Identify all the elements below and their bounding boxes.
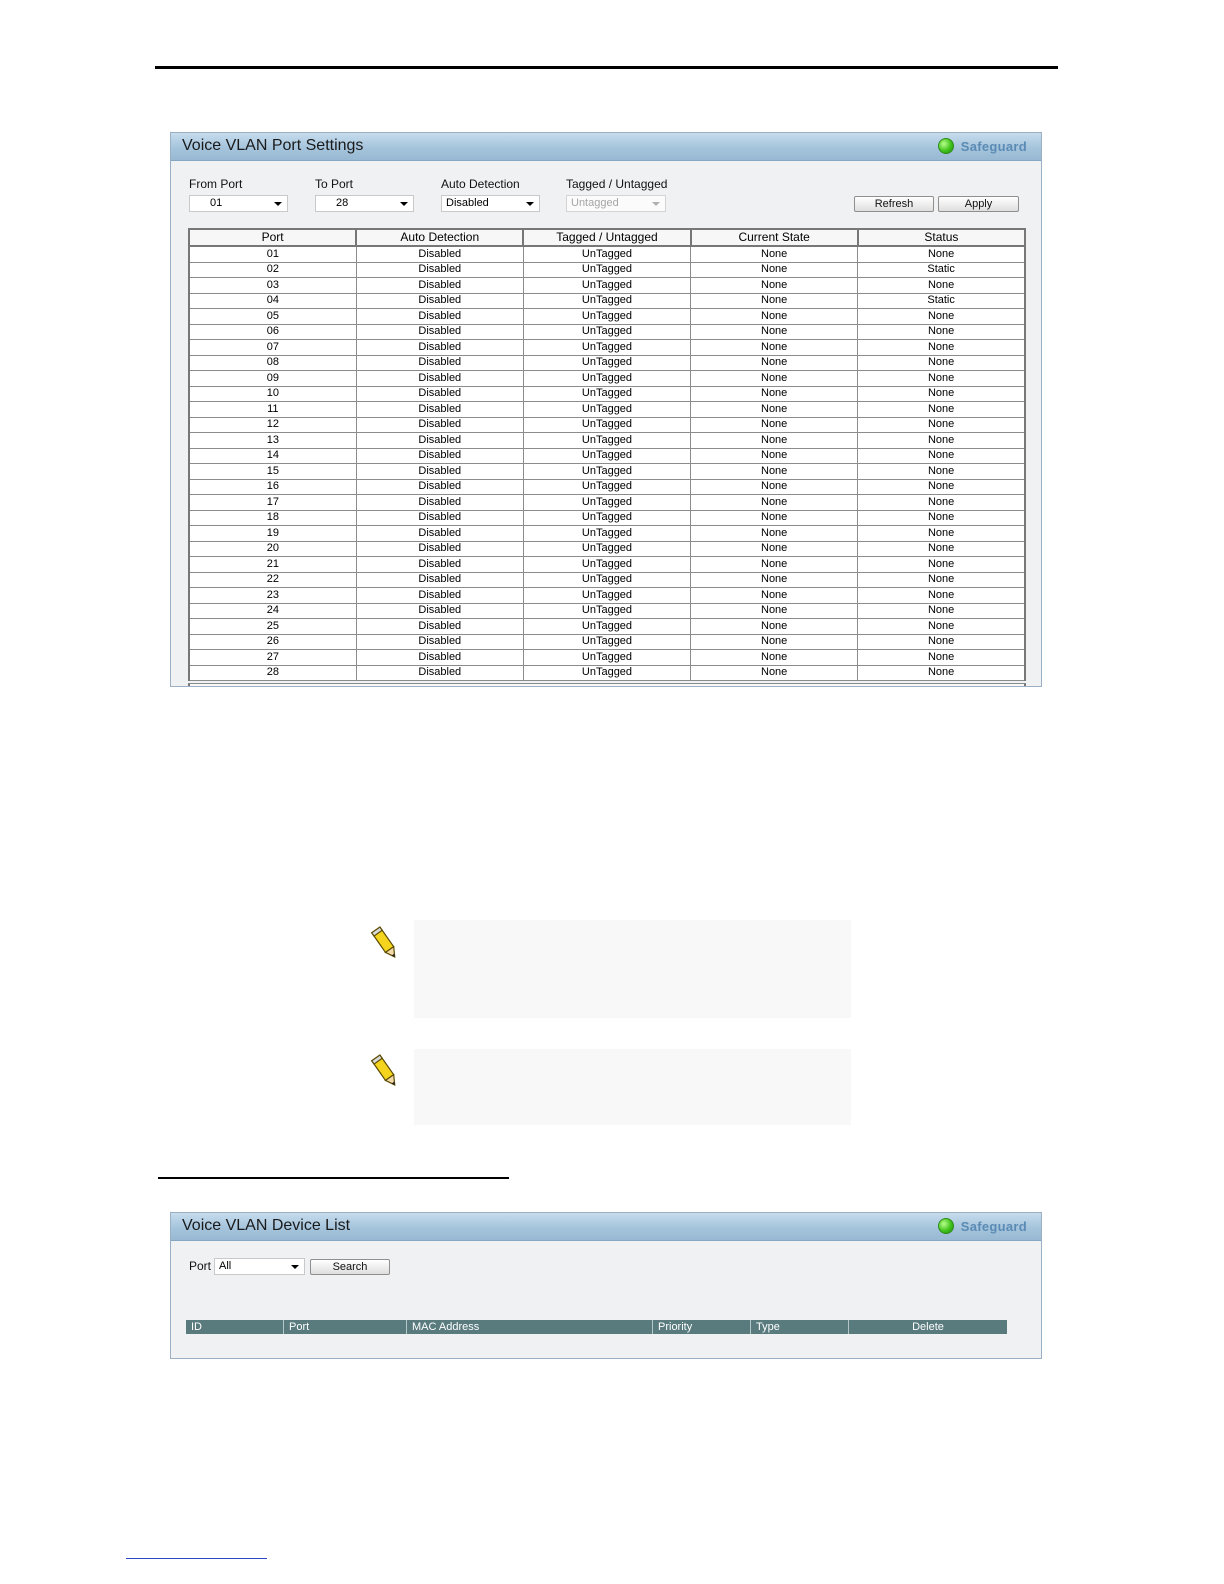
column-header-type: Type (751, 1320, 849, 1334)
auto-detection-label: Auto Detection (441, 177, 520, 191)
table-row (189, 262, 1025, 278)
cell-tagged-untagged: UnTagged (523, 572, 690, 588)
cell-current-state: None (691, 619, 858, 635)
cell-current-state: None (691, 526, 858, 542)
column-header-port: Port (284, 1320, 407, 1334)
cell-tagged-untagged: UnTagged (523, 588, 690, 604)
table-row (189, 371, 1025, 387)
cell-tagged-untagged: UnTagged (523, 355, 690, 371)
cell-status: None (858, 278, 1025, 294)
cell-port: 09 (189, 371, 356, 387)
chevron-down-icon (274, 202, 282, 206)
cell-status: None (858, 665, 1025, 681)
cell-auto-detection: Disabled (356, 386, 523, 402)
top-rule (155, 66, 1058, 69)
table-row (189, 557, 1025, 573)
table-row (189, 402, 1025, 418)
cell-current-state: None (691, 340, 858, 356)
cell-tagged-untagged: UnTagged (523, 526, 690, 542)
cell-current-state: None (691, 293, 858, 309)
voice-vlan-port-settings-panel (170, 132, 1042, 687)
cell-auto-detection: Disabled (356, 417, 523, 433)
cell-auto-detection: Disabled (356, 293, 523, 309)
cell-port: 25 (189, 619, 356, 635)
cell-port: 12 (189, 417, 356, 433)
cell-port: 26 (189, 634, 356, 650)
cell-current-state: None (691, 262, 858, 278)
from-port-label: From Port (189, 177, 243, 191)
device-list-header (186, 1320, 1007, 1334)
table-row (189, 293, 1025, 309)
column-header-delete: Delete (912, 1321, 944, 1333)
cell-status: None (858, 541, 1025, 557)
cell-port: 01 (189, 246, 356, 262)
cell-current-state: None (691, 634, 858, 650)
column-header-status: Status (858, 229, 1025, 246)
column-header-priority: Priority (653, 1320, 751, 1334)
cell-status: None (858, 309, 1025, 325)
port-table-body (189, 246, 1025, 681)
safeguard-label: Safeguard (960, 138, 1027, 154)
cell-current-state: None (691, 386, 858, 402)
cell-auto-detection: Disabled (356, 665, 523, 681)
cell-auto-detection: Disabled (356, 433, 523, 449)
cell-port: 06 (189, 324, 356, 340)
cell-status: None (858, 386, 1025, 402)
table-row (189, 355, 1025, 371)
cell-status: None (858, 557, 1025, 573)
cell-current-state: None (691, 417, 858, 433)
table-row (189, 541, 1025, 557)
table-row (189, 526, 1025, 542)
cell-current-state: None (691, 324, 858, 340)
cell-auto-detection: Disabled (356, 541, 523, 557)
cell-status: None (858, 433, 1025, 449)
cell-tagged-untagged: UnTagged (523, 278, 690, 294)
cell-tagged-untagged: UnTagged (523, 433, 690, 449)
cell-current-state: None (691, 278, 858, 294)
refresh-button[interactable]: Refresh (854, 196, 934, 212)
cell-current-state: None (691, 665, 858, 681)
to-port-select[interactable] (315, 195, 414, 212)
port-filter-label: Port (189, 1259, 212, 1273)
footer-link-underline (126, 1558, 267, 1559)
cell-current-state: None (691, 246, 858, 262)
cell-port: 22 (189, 572, 356, 588)
cell-current-state: None (691, 572, 858, 588)
table-row (189, 603, 1025, 619)
pencil-note-icon (368, 1052, 402, 1090)
cell-tagged-untagged: UnTagged (523, 371, 690, 387)
to-port-value: 28 (336, 197, 349, 209)
table-row (189, 433, 1025, 449)
cell-status: None (858, 417, 1025, 433)
to-port-label: To Port (315, 177, 354, 191)
panel-header (171, 133, 1041, 161)
cell-status: None (858, 246, 1025, 262)
auto-detection-select[interactable] (441, 195, 540, 212)
cell-tagged-untagged: UnTagged (523, 665, 690, 681)
safeguard-status-icon (938, 1218, 954, 1234)
cell-tagged-untagged: UnTagged (523, 603, 690, 619)
cell-auto-detection: Disabled (356, 557, 523, 573)
cell-port: 03 (189, 278, 356, 294)
port-filter-value: All (219, 1260, 232, 1272)
port-filter-select[interactable] (214, 1258, 305, 1275)
cell-auto-detection: Disabled (356, 448, 523, 464)
cell-tagged-untagged: UnTagged (523, 262, 690, 278)
table-row (189, 324, 1025, 340)
safeguard-status-icon (938, 138, 954, 154)
panel-title: Voice VLAN Port Settings (182, 137, 364, 154)
cell-auto-detection: Disabled (356, 402, 523, 418)
cell-tagged-untagged: UnTagged (523, 340, 690, 356)
cell-port: 05 (189, 309, 356, 325)
section-rule (158, 1177, 509, 1179)
table-row (189, 448, 1025, 464)
cell-status: None (858, 324, 1025, 340)
cell-port: 16 (189, 479, 356, 495)
cell-tagged-untagged: UnTagged (523, 650, 690, 666)
column-header-auto-detection: Auto Detection (356, 229, 523, 246)
cell-auto-detection: Disabled (356, 619, 523, 635)
table-row (189, 650, 1025, 666)
cell-tagged-untagged: UnTagged (523, 634, 690, 650)
column-header-mac-address: MAC Address (407, 1320, 653, 1334)
search-button[interactable]: Search (310, 1259, 390, 1275)
cell-auto-detection: Disabled (356, 371, 523, 387)
cell-port: 13 (189, 433, 356, 449)
note-box (414, 1049, 851, 1125)
cell-port: 02 (189, 262, 356, 278)
cell-port: 27 (189, 650, 356, 666)
chevron-down-icon (652, 202, 660, 206)
safeguard-label: Safeguard (960, 1218, 1027, 1234)
cell-tagged-untagged: UnTagged (523, 402, 690, 418)
cell-tagged-untagged: UnTagged (523, 619, 690, 635)
cell-auto-detection: Disabled (356, 650, 523, 666)
cell-auto-detection: Disabled (356, 479, 523, 495)
safeguard-indicator (938, 1218, 1027, 1234)
table-row (189, 309, 1025, 325)
table-row (189, 619, 1025, 635)
cell-current-state: None (691, 588, 858, 604)
cell-auto-detection: Disabled (356, 526, 523, 542)
cell-auto-detection: Disabled (356, 324, 523, 340)
cell-current-state: None (691, 355, 858, 371)
cell-port: 24 (189, 603, 356, 619)
cell-auto-detection: Disabled (356, 510, 523, 526)
cell-port: 14 (189, 448, 356, 464)
table-row (189, 340, 1025, 356)
cell-tagged-untagged: UnTagged (523, 464, 690, 480)
cell-tagged-untagged: UnTagged (523, 386, 690, 402)
panel-header (171, 1213, 1041, 1241)
cell-port: 10 (189, 386, 356, 402)
cell-current-state: None (691, 309, 858, 325)
cell-auto-detection: Disabled (356, 572, 523, 588)
auto-detection-value: Disabled (446, 197, 489, 209)
cell-auto-detection: Disabled (356, 246, 523, 262)
cell-status: None (858, 464, 1025, 480)
cell-auto-detection: Disabled (356, 464, 523, 480)
cell-auto-detection: Disabled (356, 634, 523, 650)
cell-tagged-untagged: UnTagged (523, 324, 690, 340)
note-box (414, 920, 851, 1018)
column-header-port: Port (189, 229, 356, 246)
cell-status: Static (858, 293, 1025, 309)
tagged-untagged-label: Tagged / Untagged (566, 177, 668, 191)
cell-tagged-untagged: UnTagged (523, 495, 690, 511)
table-row (189, 278, 1025, 294)
cell-tagged-untagged: UnTagged (523, 541, 690, 557)
cell-auto-detection: Disabled (356, 340, 523, 356)
cell-auto-detection: Disabled (356, 355, 523, 371)
voice-vlan-device-list-panel (170, 1212, 1042, 1359)
cell-current-state: None (691, 495, 858, 511)
table-row (189, 495, 1025, 511)
tagged-untagged-select (566, 195, 666, 212)
table-row (189, 246, 1025, 262)
cell-status: None (858, 619, 1025, 635)
cell-port: 18 (189, 510, 356, 526)
pencil-note-icon (368, 924, 402, 962)
cell-status: None (858, 448, 1025, 464)
cell-status: None (858, 355, 1025, 371)
apply-button[interactable]: Apply (938, 196, 1019, 212)
cell-port: 15 (189, 464, 356, 480)
chevron-down-icon (526, 202, 534, 206)
cell-status: None (858, 479, 1025, 495)
column-header-id: ID (186, 1320, 284, 1334)
cell-tagged-untagged: UnTagged (523, 293, 690, 309)
cell-port: 20 (189, 541, 356, 557)
table-bottom-edge (188, 683, 1026, 687)
cell-port: 11 (189, 402, 356, 418)
cell-tagged-untagged: UnTagged (523, 246, 690, 262)
cell-current-state: None (691, 510, 858, 526)
panel-title: Voice VLAN Device List (182, 1217, 351, 1234)
cell-tagged-untagged: UnTagged (523, 479, 690, 495)
table-row (189, 665, 1025, 681)
cell-status: None (858, 510, 1025, 526)
cell-status: None (858, 588, 1025, 604)
table-row (189, 386, 1025, 402)
table-row (189, 572, 1025, 588)
from-port-value: 01 (210, 197, 223, 209)
cell-status: None (858, 340, 1025, 356)
cell-current-state: None (691, 557, 858, 573)
cell-current-state: None (691, 603, 858, 619)
cell-status: None (858, 634, 1025, 650)
cell-tagged-untagged: UnTagged (523, 510, 690, 526)
cell-status: None (858, 650, 1025, 666)
cell-port: 08 (189, 355, 356, 371)
cell-status: Static (858, 262, 1025, 278)
cell-port: 19 (189, 526, 356, 542)
table-row (189, 417, 1025, 433)
cell-port: 28 (189, 665, 356, 681)
cell-status: None (858, 402, 1025, 418)
table-row (189, 464, 1025, 480)
cell-auto-detection: Disabled (356, 588, 523, 604)
table-row (189, 588, 1025, 604)
table-row (189, 479, 1025, 495)
voice-vlan-port-table (188, 228, 1026, 681)
safeguard-indicator (938, 138, 1027, 154)
cell-auto-detection: Disabled (356, 278, 523, 294)
column-header-tagged-untagged: Tagged / Untagged (523, 229, 690, 246)
cell-tagged-untagged: UnTagged (523, 417, 690, 433)
tagged-untagged-value: Untagged (571, 197, 619, 209)
cell-status: None (858, 526, 1025, 542)
cell-port: 17 (189, 495, 356, 511)
cell-current-state: None (691, 650, 858, 666)
cell-current-state: None (691, 433, 858, 449)
cell-current-state: None (691, 402, 858, 418)
cell-current-state: None (691, 371, 858, 387)
cell-status: None (858, 495, 1025, 511)
cell-port: 04 (189, 293, 356, 309)
cell-port: 07 (189, 340, 356, 356)
cell-status: None (858, 572, 1025, 588)
cell-auto-detection: Disabled (356, 309, 523, 325)
cell-port: 23 (189, 588, 356, 604)
cell-current-state: None (691, 541, 858, 557)
cell-auto-detection: Disabled (356, 495, 523, 511)
cell-tagged-untagged: UnTagged (523, 448, 690, 464)
chevron-down-icon (291, 1265, 299, 1269)
cell-status: None (858, 371, 1025, 387)
cell-current-state: None (691, 479, 858, 495)
cell-current-state: None (691, 464, 858, 480)
cell-port: 21 (189, 557, 356, 573)
from-port-select[interactable] (189, 195, 288, 212)
cell-tagged-untagged: UnTagged (523, 557, 690, 573)
cell-current-state: None (691, 448, 858, 464)
table-row (189, 634, 1025, 650)
cell-status: None (858, 603, 1025, 619)
cell-auto-detection: Disabled (356, 262, 523, 278)
table-header-row (189, 229, 1025, 246)
cell-tagged-untagged: UnTagged (523, 309, 690, 325)
table-row (189, 510, 1025, 526)
chevron-down-icon (400, 202, 408, 206)
column-header-current-state: Current State (691, 229, 858, 246)
cell-auto-detection: Disabled (356, 603, 523, 619)
